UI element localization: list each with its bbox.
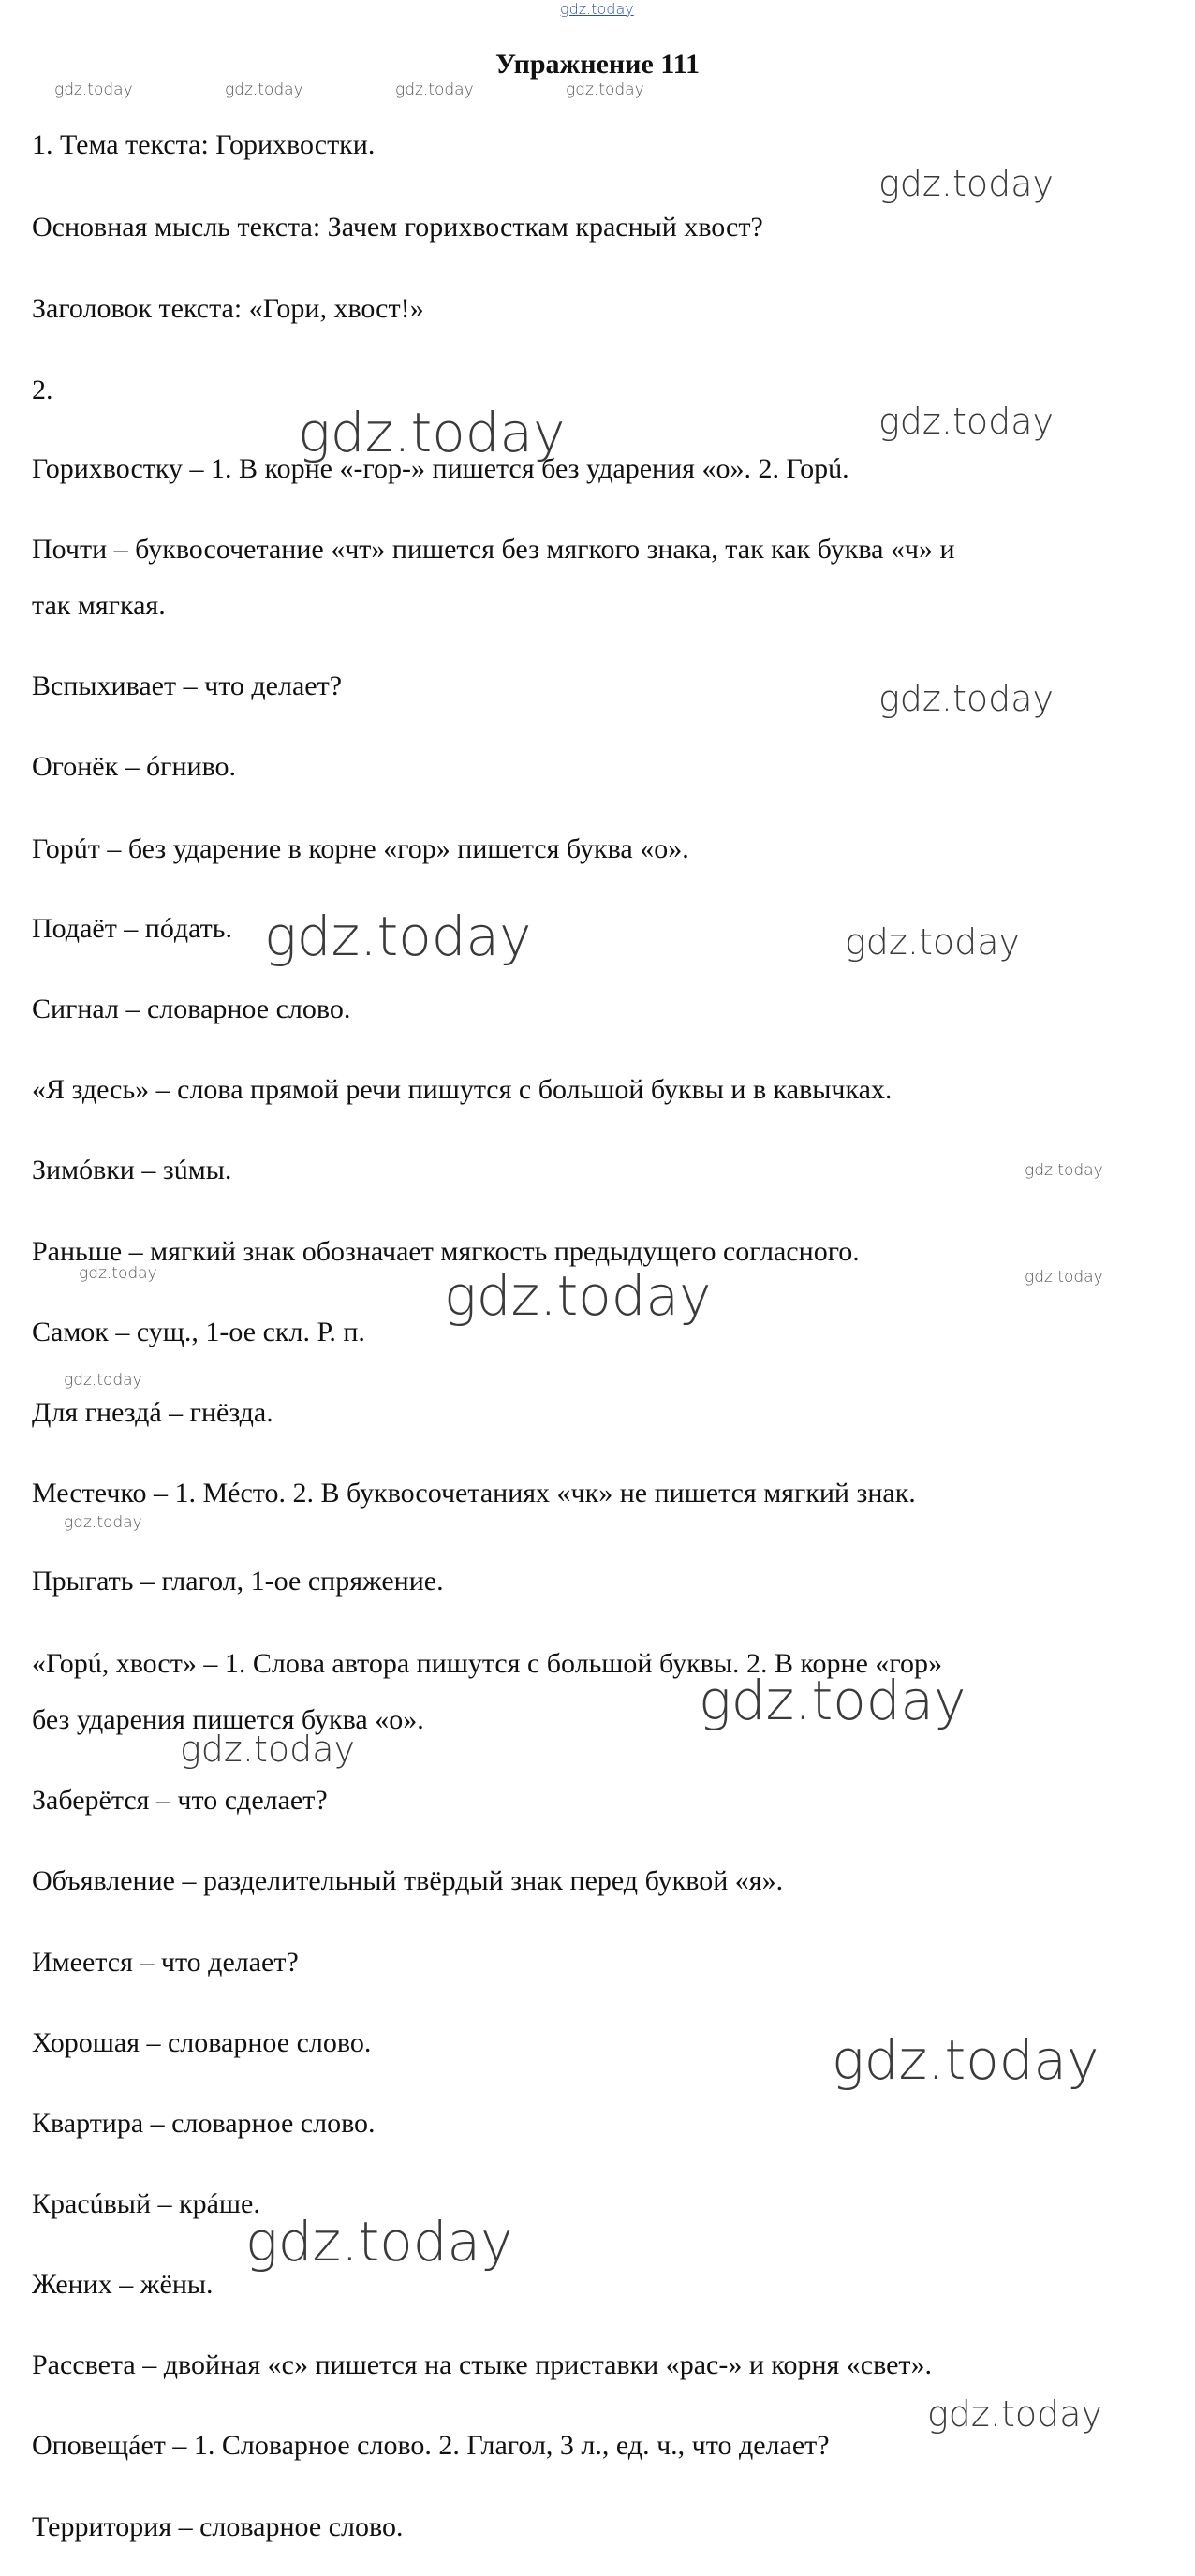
text-line: Горúт – без ударение в корне «гор» пишется буква «о». xyxy=(32,833,689,864)
watermark: gdz.today xyxy=(225,81,303,99)
watermark: gdz.today xyxy=(1025,1268,1103,1287)
watermark: gdz.today xyxy=(180,1729,355,1770)
text-line: «Горú, хвост» – 1. Слова автора пишутся с большой буквы. 2. В корне «гор» xyxy=(32,1648,942,1679)
text-line: так мягкая. xyxy=(32,590,166,621)
watermark: gdz.today xyxy=(64,1371,142,1390)
exercise-title: Упражнение 111 xyxy=(495,49,700,80)
text-line: Местечко – 1. Мéсто. 2. В буквосочетаниях «чк» не пишется мягкий знак. xyxy=(32,1478,916,1509)
text-line: Зимóвки – зúмы. xyxy=(32,1155,232,1185)
watermark: gdz.today xyxy=(878,401,1054,442)
text-line: «Я здесь» – слова прямой речи пишутся с большой буквы и в кавычках. xyxy=(32,1074,893,1105)
text-line: Горихвостку – 1. В корне «-гор-» пишется без ударения «о». 2. Горú. xyxy=(32,453,849,484)
watermark: gdz.today xyxy=(64,1513,142,1532)
text-line: Хорошая – словарное слово. xyxy=(32,2027,372,2058)
watermark: gdz.today xyxy=(54,81,133,99)
watermark: gdz.today xyxy=(444,1264,712,1328)
watermark: gdz.today xyxy=(264,905,532,968)
text-line: Объявление – разделительный твёрдый знак перед буквой «я». xyxy=(32,1865,784,1896)
site-link[interactable]: gdz.today xyxy=(560,0,634,18)
text-line: Оповещáет – 1. Словарное слово. 2. Глагол, 3 л., ед. ч., что делает? xyxy=(32,2430,830,2461)
watermark: gdz.today xyxy=(566,81,644,99)
text-line: Прыгать – глагол, 1-ое спряжение. xyxy=(32,1566,444,1597)
text-line: Для гнездá – гнёзда. xyxy=(32,1397,273,1428)
text-line: 1. Тема текста: Горихвостки. xyxy=(32,129,376,160)
text-line: Основная мысль текста: Зачем горихвосткам красный хвост? xyxy=(32,212,763,243)
text-line: Заберётся – что сделает? xyxy=(32,1785,328,1816)
text-line: Жених – жёны. xyxy=(32,2269,214,2300)
watermark: gdz.today xyxy=(1025,1161,1103,1180)
text-line: Сигнал – словарное слово. xyxy=(32,994,351,1024)
text-line: 2. xyxy=(32,375,53,405)
text-line: Огонёк – óгниво. xyxy=(32,751,237,782)
watermark: gdz.today xyxy=(699,1669,966,1732)
text-line: Раньше – мягкий знак обозначает мягкость предыдущего согласного. xyxy=(32,1236,860,1267)
watermark: gdz.today xyxy=(395,81,474,99)
text-line: Имеется – что делает? xyxy=(32,1947,299,1978)
watermark: gdz.today xyxy=(878,163,1054,204)
text-line: Территория – словарное слово. xyxy=(32,2511,404,2542)
text-line: Почти – буквосочетание «чт» пишется без мягкого знака, так как буква «ч» и xyxy=(32,534,955,565)
watermark: gdz.today xyxy=(79,1264,157,1283)
text-line: без ударения пишется буква «о». xyxy=(32,1704,424,1735)
watermark: gdz.today xyxy=(927,2393,1102,2435)
text-line: Заголовок текста: «Гори, хвост!» xyxy=(32,293,424,324)
watermark: gdz.today xyxy=(878,678,1054,719)
text-line: Красúвый – крáше. xyxy=(32,2188,260,2219)
text-line: Квартира – словарное слово. xyxy=(32,2108,376,2139)
text-line: Подаёт – пóдать. xyxy=(32,913,232,944)
watermark: gdz.today xyxy=(298,401,566,464)
watermark: gdz.today xyxy=(832,2028,1099,2092)
watermark: gdz.today xyxy=(245,2210,513,2274)
text-line: Самок – сущ., 1-ое скл. Р. п. xyxy=(32,1317,365,1347)
text-line: Рассвета – двойная «с» пишется на стыке приставки «рас-» и корня «свет». xyxy=(32,2349,933,2380)
text-line: Вспыхивает – что делает? xyxy=(32,670,343,701)
watermark: gdz.today xyxy=(845,921,1020,963)
